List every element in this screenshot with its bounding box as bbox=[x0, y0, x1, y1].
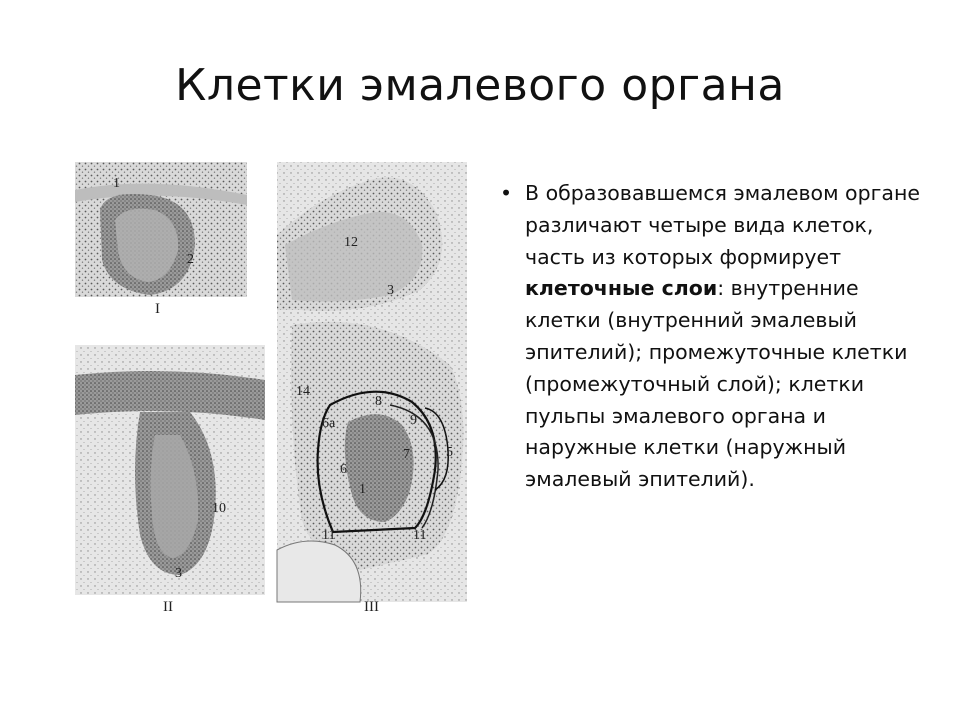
bullet-list bbox=[500, 178, 920, 496]
panel-3-label-1: 1 bbox=[359, 482, 366, 497]
panel-3-label-11-left: 11 bbox=[322, 528, 336, 543]
histology-figure bbox=[30, 150, 475, 620]
paragraph-text-before: В образовавшемся эмалевом органе различают четыре вида клеток, часть из которых формирует bbox=[525, 181, 920, 269]
panel-2-label-3: 3 bbox=[175, 566, 182, 581]
panel-3-label-3: 3 bbox=[387, 283, 394, 298]
panel-1-roman: I bbox=[155, 301, 160, 317]
panel-2-label-10: 10 bbox=[212, 501, 226, 516]
panel-3-label-6: 6 bbox=[340, 462, 347, 477]
panel-2 bbox=[75, 345, 265, 615]
panel-3 bbox=[277, 162, 467, 615]
panel-3-label-12: 12 bbox=[344, 235, 358, 250]
enamel-organ-illustration bbox=[30, 150, 475, 620]
panel-3-label-14: 14 bbox=[296, 384, 310, 399]
paragraph-text-after: : внутренние клетки (внутренний эмалевый эпителий); промежуточные клетки (промежуточный слой); клетки пульпы эмалевого органа и наружные клетки (наружный эмалевый эпителий). bbox=[525, 276, 908, 492]
paragraph-bold-term: клеточные слои bbox=[525, 276, 718, 301]
bullet-paragraph bbox=[525, 178, 920, 496]
panel-3-label-8: 8 bbox=[375, 394, 382, 409]
slide-title: Клетки эмалевого органа bbox=[175, 60, 785, 111]
panel-1-label-2: 2 bbox=[187, 252, 194, 267]
panel-1-label-1: 1 bbox=[113, 176, 120, 191]
panel-3-label-5: 5 bbox=[446, 445, 453, 460]
panel-1 bbox=[75, 162, 247, 317]
panel-3-label-11-right: 11 bbox=[413, 528, 427, 543]
panel-2-roman: II bbox=[163, 599, 173, 615]
panel-3-roman: III bbox=[364, 599, 379, 615]
panel-3-label-7: 7 bbox=[403, 447, 410, 462]
bullet-marker: • bbox=[500, 181, 513, 205]
panel-3-label-6a: 6а bbox=[322, 416, 336, 431]
panel-3-label-9: 9 bbox=[410, 413, 417, 428]
